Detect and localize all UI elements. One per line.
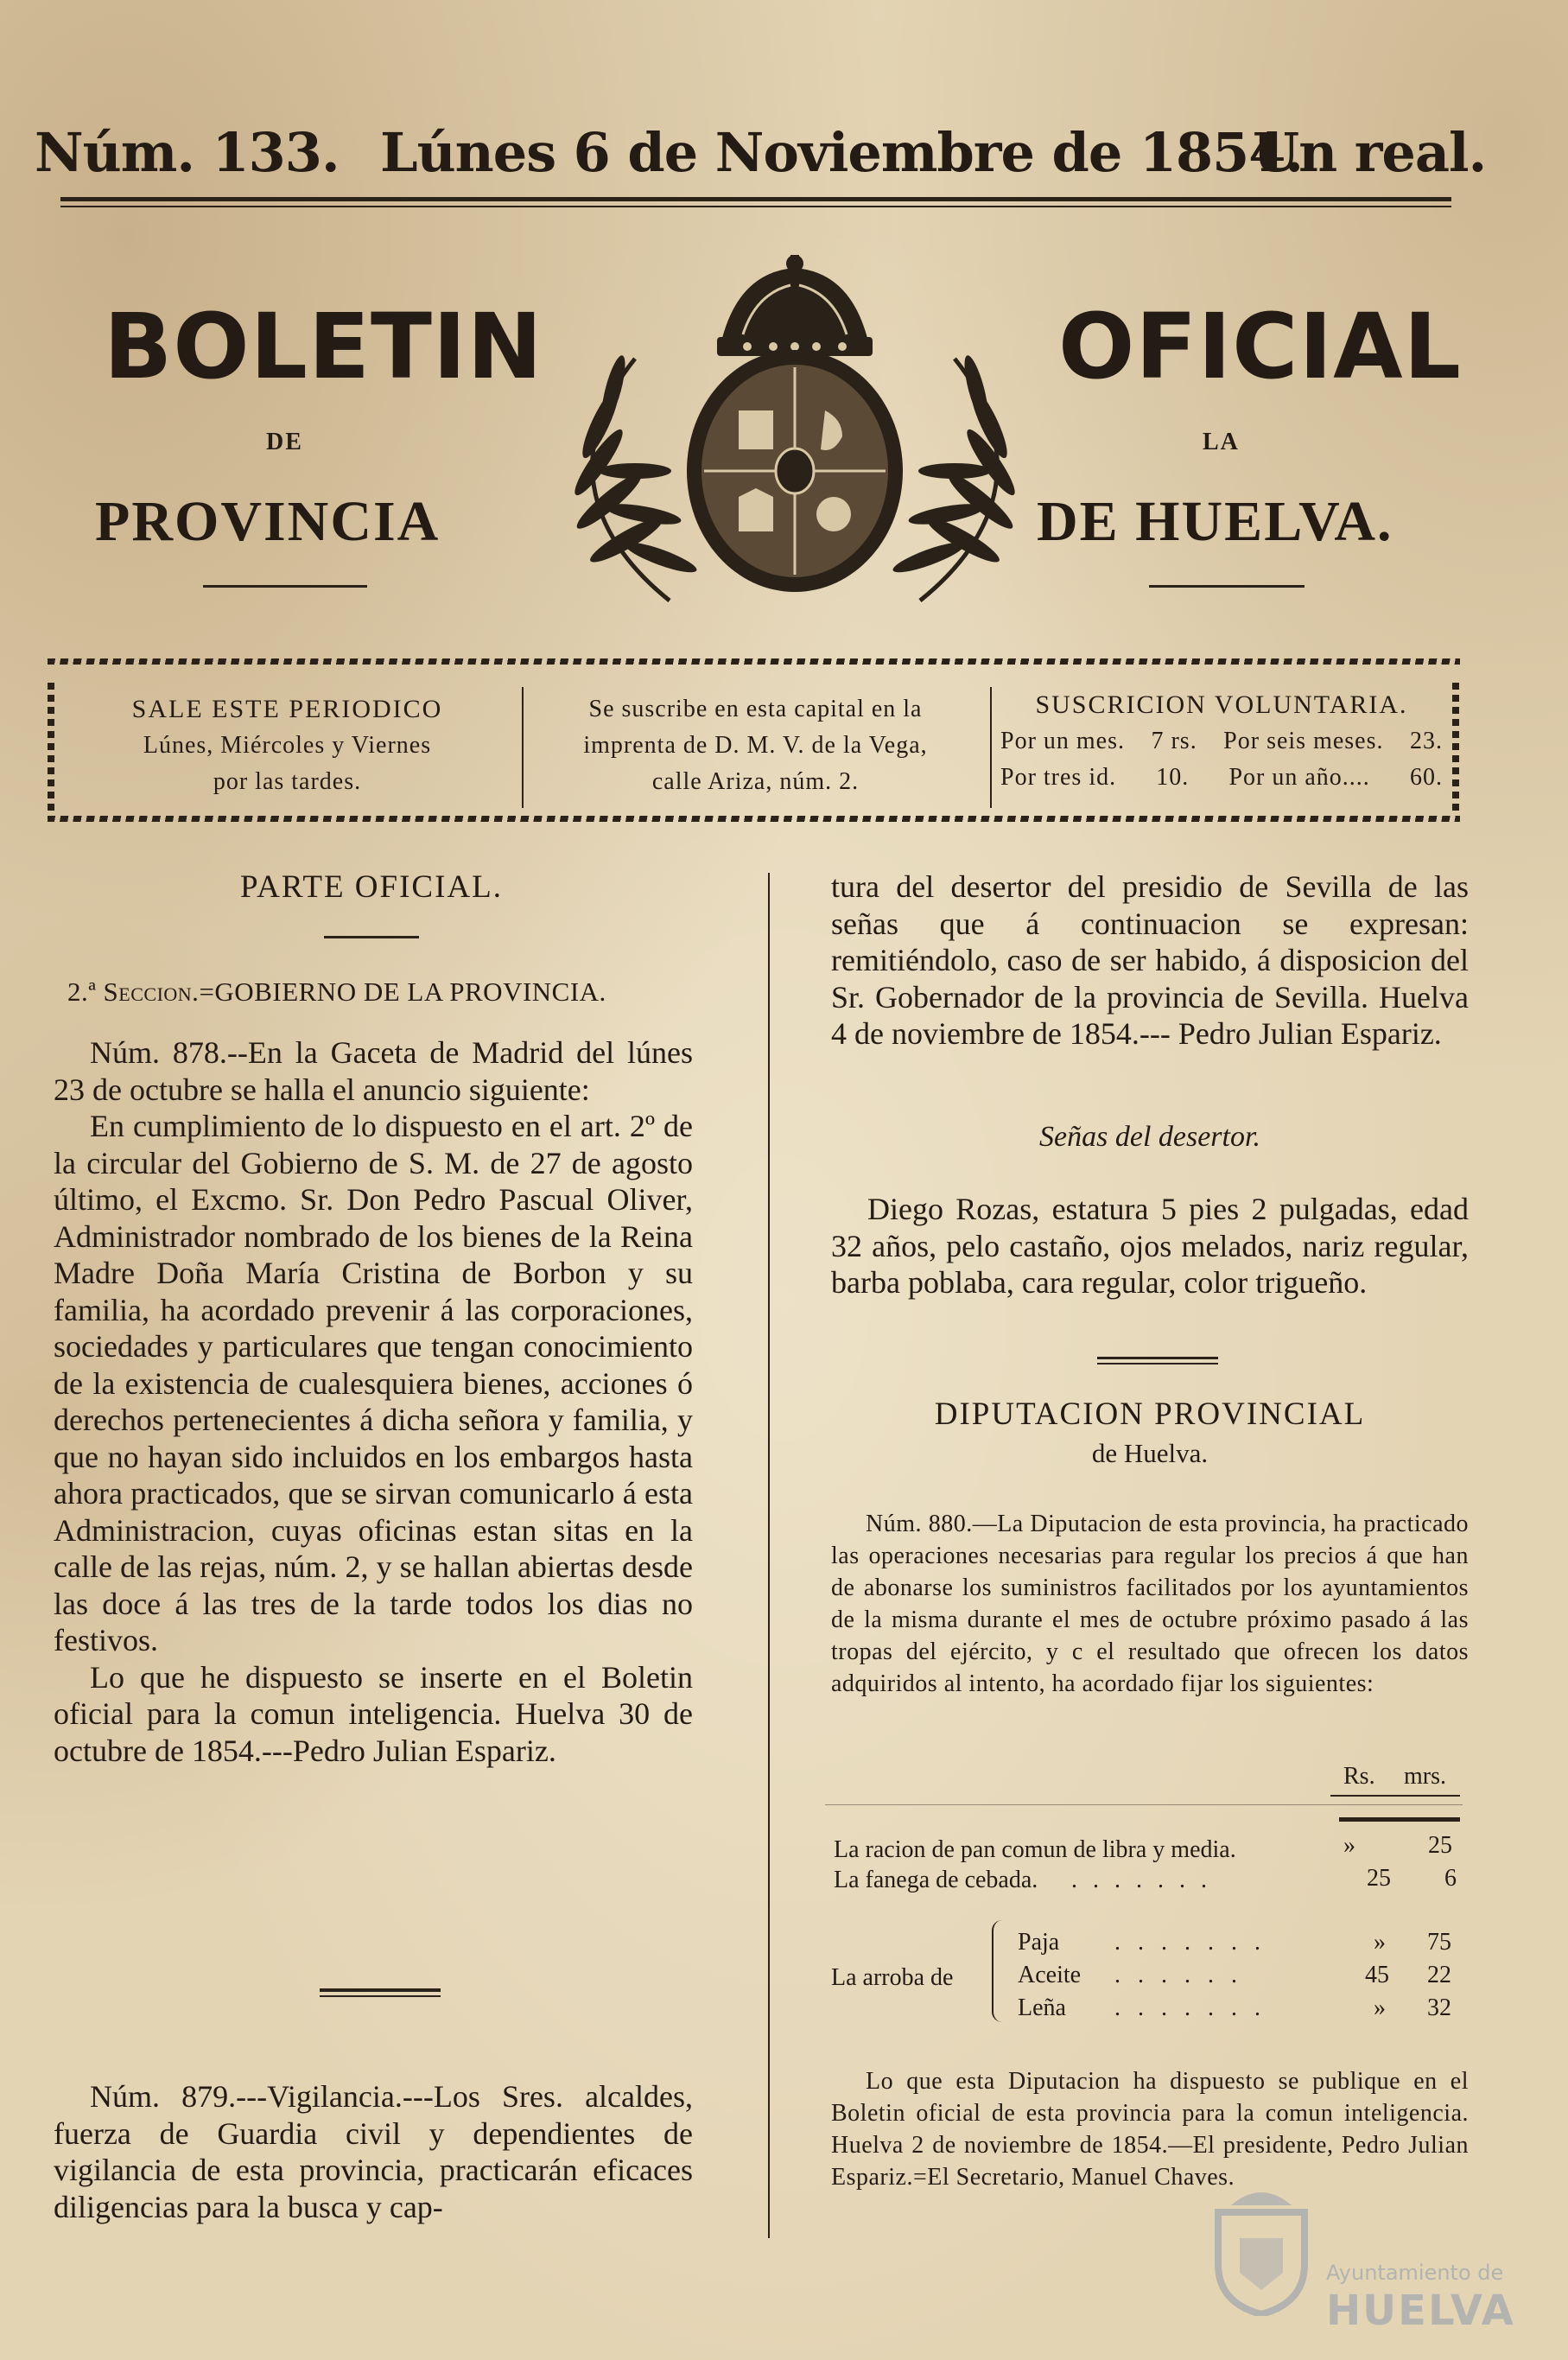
watermark-line1: Ayuntamiento de (1326, 2261, 1504, 2285)
section-title: =GOBIERNO DE LA PROVINCIA. (199, 976, 606, 1007)
masthead-oficial: OFICIAL (1058, 294, 1462, 399)
parte-oficial-title: PARTE OFICIAL. (239, 869, 503, 905)
city-crest-watermark-icon (1205, 2186, 1317, 2316)
info-right (997, 687, 1446, 796)
info-border-left (48, 683, 54, 812)
arroba-paja-label: Paja (1018, 1929, 1060, 1956)
paragraph-anuncio: En cumplimiento de lo dispuesto en el art. 2º de la circular del Gobierno de S. M. de 27 de agosto último, el Excmo. Sr. Don Pedro Pascual Oliver, Administrador nombrado de los bienes de la Reina Madre Doña María Cristina de Borbon y su familia, ha acordado prevenir á las corporaciones, sociedades y particulares que tengan conocimiento de la existencia de cualesquiera bienes, acciones ó derechos pertenecientes á dicha señora y familia, y que no hayan sido incluidos en los embargos hasta ahora practicados, que se sirvan comunicarlo á esta Administracion, cuyas oficinas estan sitas en la calle de las rejas, núm. 2, y se hallan abiertas desde las doce á las tres de la tarde todos los dias no festivos. (54, 1109, 693, 1657)
masthead-de-huelva: DE HUELVA. (1037, 490, 1393, 553)
right-column-text-4 (831, 2065, 1469, 2193)
info-border-right (1452, 683, 1459, 812)
ornament-left (203, 585, 367, 588)
info-right-row1 (997, 723, 1446, 760)
left-column-text-2 (54, 2078, 693, 2225)
arroba-brace (992, 1920, 1002, 2022)
rate-label: Por un mes. (1000, 728, 1125, 754)
arroba-lena-rs: » (1374, 1994, 1386, 2021)
arroba-lena-label: Leña (1018, 1994, 1066, 2021)
issue-price: Un real. (1253, 121, 1487, 184)
masthead-provincia: PROVINCIA (95, 490, 441, 553)
arroba-aceite-label: Aceite (1018, 1962, 1082, 1988)
paragraph-dispuesto: Lo que he dispuesto se inserte en el Boletin oficial para la comun inteligencia. Huelva 30 de octubre de 1854.---Pedro Julian Espariz. (54, 1659, 693, 1768)
rate-value: 60. (1410, 764, 1443, 791)
arroba-aceite-leader: ...... (1114, 1962, 1254, 1988)
section-heading (67, 976, 606, 1008)
masthead-de: DE (266, 429, 303, 455)
rate-value: 10. (1156, 764, 1190, 791)
ornament-right (1149, 585, 1305, 588)
price-header-rule (1330, 1795, 1460, 1797)
separator-ornament (320, 1988, 441, 1992)
paragraph-880: Núm. 880.—La Diputacion de esta provincia, ha practicado las operaciones necesarias para regular los precios á que han de abonarse los suministros facilitados por los ayuntamientos de la misma durante el mes de octubre próximo pasado á las tropas del ejército, y c el resultado que ofrecen los datos adquiridos al intento, ha acordado fijar los siguientes: (831, 1511, 1469, 1697)
info-left (60, 691, 514, 800)
info-middle (529, 691, 982, 800)
masthead-boletin: BOLETIN (104, 294, 543, 399)
arroba-lena-leader: ....... (1114, 1994, 1278, 2021)
separator-double-bottom (1097, 1363, 1218, 1364)
price-header-mrs: mrs. (1404, 1763, 1446, 1790)
item-pan-rs: » (1343, 1832, 1355, 1859)
info-border-bottom (48, 816, 1460, 822)
coat-of-arms-icon (531, 255, 1058, 618)
section-prefix: 2.ª Seccion. (67, 976, 200, 1007)
separator-ornament-thin (320, 1995, 441, 1997)
info-left-line1: SALE ESTE PERIODICO (131, 695, 443, 723)
item-cebada-leader: ....... (1071, 1867, 1222, 1893)
paragraph-879: Núm. 879.---Vigilancia.---Los Sres. alcaldes, fuerza de Guardia civil y dependientes de vigilancia de esta provincia, practicarán eficaces diligencias para la busca y cap- (54, 2079, 693, 2224)
top-rule-thin (60, 206, 1451, 207)
info-middle-line2: imprenta de D. M. V. de la Vega, (583, 732, 928, 759)
arroba-lena-mrs: 32 (1427, 1994, 1451, 2021)
price-table-rule-thick (1339, 1817, 1460, 1822)
info-border-top (48, 658, 1460, 665)
paragraph-diego-rozas: Diego Rozas, estatura 5 pies 2 pulgadas, edad 32 años, pelo castaño, ojos melados, nariz regular, barba poblaba, cara regular, color trigueño. (831, 1192, 1469, 1300)
rate-value: 7 rs. (1151, 728, 1197, 754)
rate-value: 23. (1409, 728, 1443, 754)
info-middle-line1: Se suscribe en esta capital en la (588, 696, 923, 722)
masthead-la: LA (1203, 429, 1240, 455)
info-right-title: SUSCRICION VOLUNTARIA. (1035, 690, 1408, 719)
info-divider-1 (522, 687, 524, 808)
right-column-text-2 (831, 1191, 1469, 1301)
right-column-text (831, 868, 1469, 1053)
info-right-row2 (997, 760, 1446, 796)
paragraph-captura: tura del desertor del presidio de Sevilla de las señas que á continuacion se expresan: remitiéndolo, caso de ser habido, á disposicion del Sr. Gobernador de la provincia de Sevilla. Huelva 4 de noviembre de 1854.--- Pedro Julian Espariz. (831, 869, 1469, 1051)
arroba-label: La arroba de (831, 1964, 954, 1991)
arroba-paja-rs: » (1374, 1929, 1386, 1956)
arroba-paja-leader: ....... (1114, 1929, 1278, 1956)
issue-date: Lúnes 6 de Noviembre de 1854. (380, 121, 1304, 184)
info-left-line2: Lúnes, Miércoles y Viernes (143, 732, 432, 759)
arroba-aceite-rs: 45 (1365, 1962, 1389, 1988)
issue-number: Núm. 133. (35, 121, 340, 184)
info-left-line3: por las tardes. (213, 768, 362, 795)
price-table-rule (825, 1804, 1463, 1805)
senas-heading: Señas del desertor. (1039, 1121, 1260, 1153)
paragraph-878: Núm. 878.--En la Gaceta de Madrid del lúnes 23 de octubre se halla el anuncio siguiente: (54, 1035, 693, 1107)
right-column-text-3 (831, 1508, 1469, 1700)
arroba-aceite-mrs: 22 (1427, 1962, 1451, 1988)
price-header-rs: Rs. (1343, 1763, 1375, 1790)
item-pan-mrs: 25 (1428, 1832, 1452, 1859)
left-column-text (54, 1034, 693, 1769)
watermark-line2: HUELVA (1326, 2287, 1515, 2335)
item-cebada-rs: 25 (1367, 1865, 1391, 1892)
separator-double-top (1097, 1357, 1218, 1359)
rate-label: Por seis meses. (1223, 728, 1384, 754)
item-cebada-label: La fanega de cebada. (834, 1867, 1038, 1893)
rate-label: Por un año.... (1228, 764, 1370, 791)
info-divider-2 (990, 687, 992, 808)
item-cebada-mrs: 6 (1444, 1865, 1457, 1892)
arroba-paja-mrs: 75 (1427, 1929, 1451, 1956)
paragraph-publique: Lo que esta Diputacion ha dispuesto se publique en el Boletin oficial de esta provincia para la comun inteligencia. Huelva 2 de noviembre de 1854.—El presidente, Pedro Julian Espariz.=El Secretario, Manuel Chaves. (831, 2068, 1469, 2191)
top-rule (60, 197, 1451, 201)
item-pan-label: La racion de pan comun de libra y media. (834, 1836, 1236, 1863)
info-middle-line3: calle Ariza, núm. 2. (651, 768, 860, 795)
diputacion-subtitle: de Huelva. (1091, 1438, 1209, 1468)
rate-label: Por tres id. (1000, 764, 1117, 791)
column-divider (768, 873, 770, 2238)
diputacion-title: DIPUTACION PROVINCIAL (934, 1396, 1366, 1432)
ornament-small (324, 936, 419, 938)
